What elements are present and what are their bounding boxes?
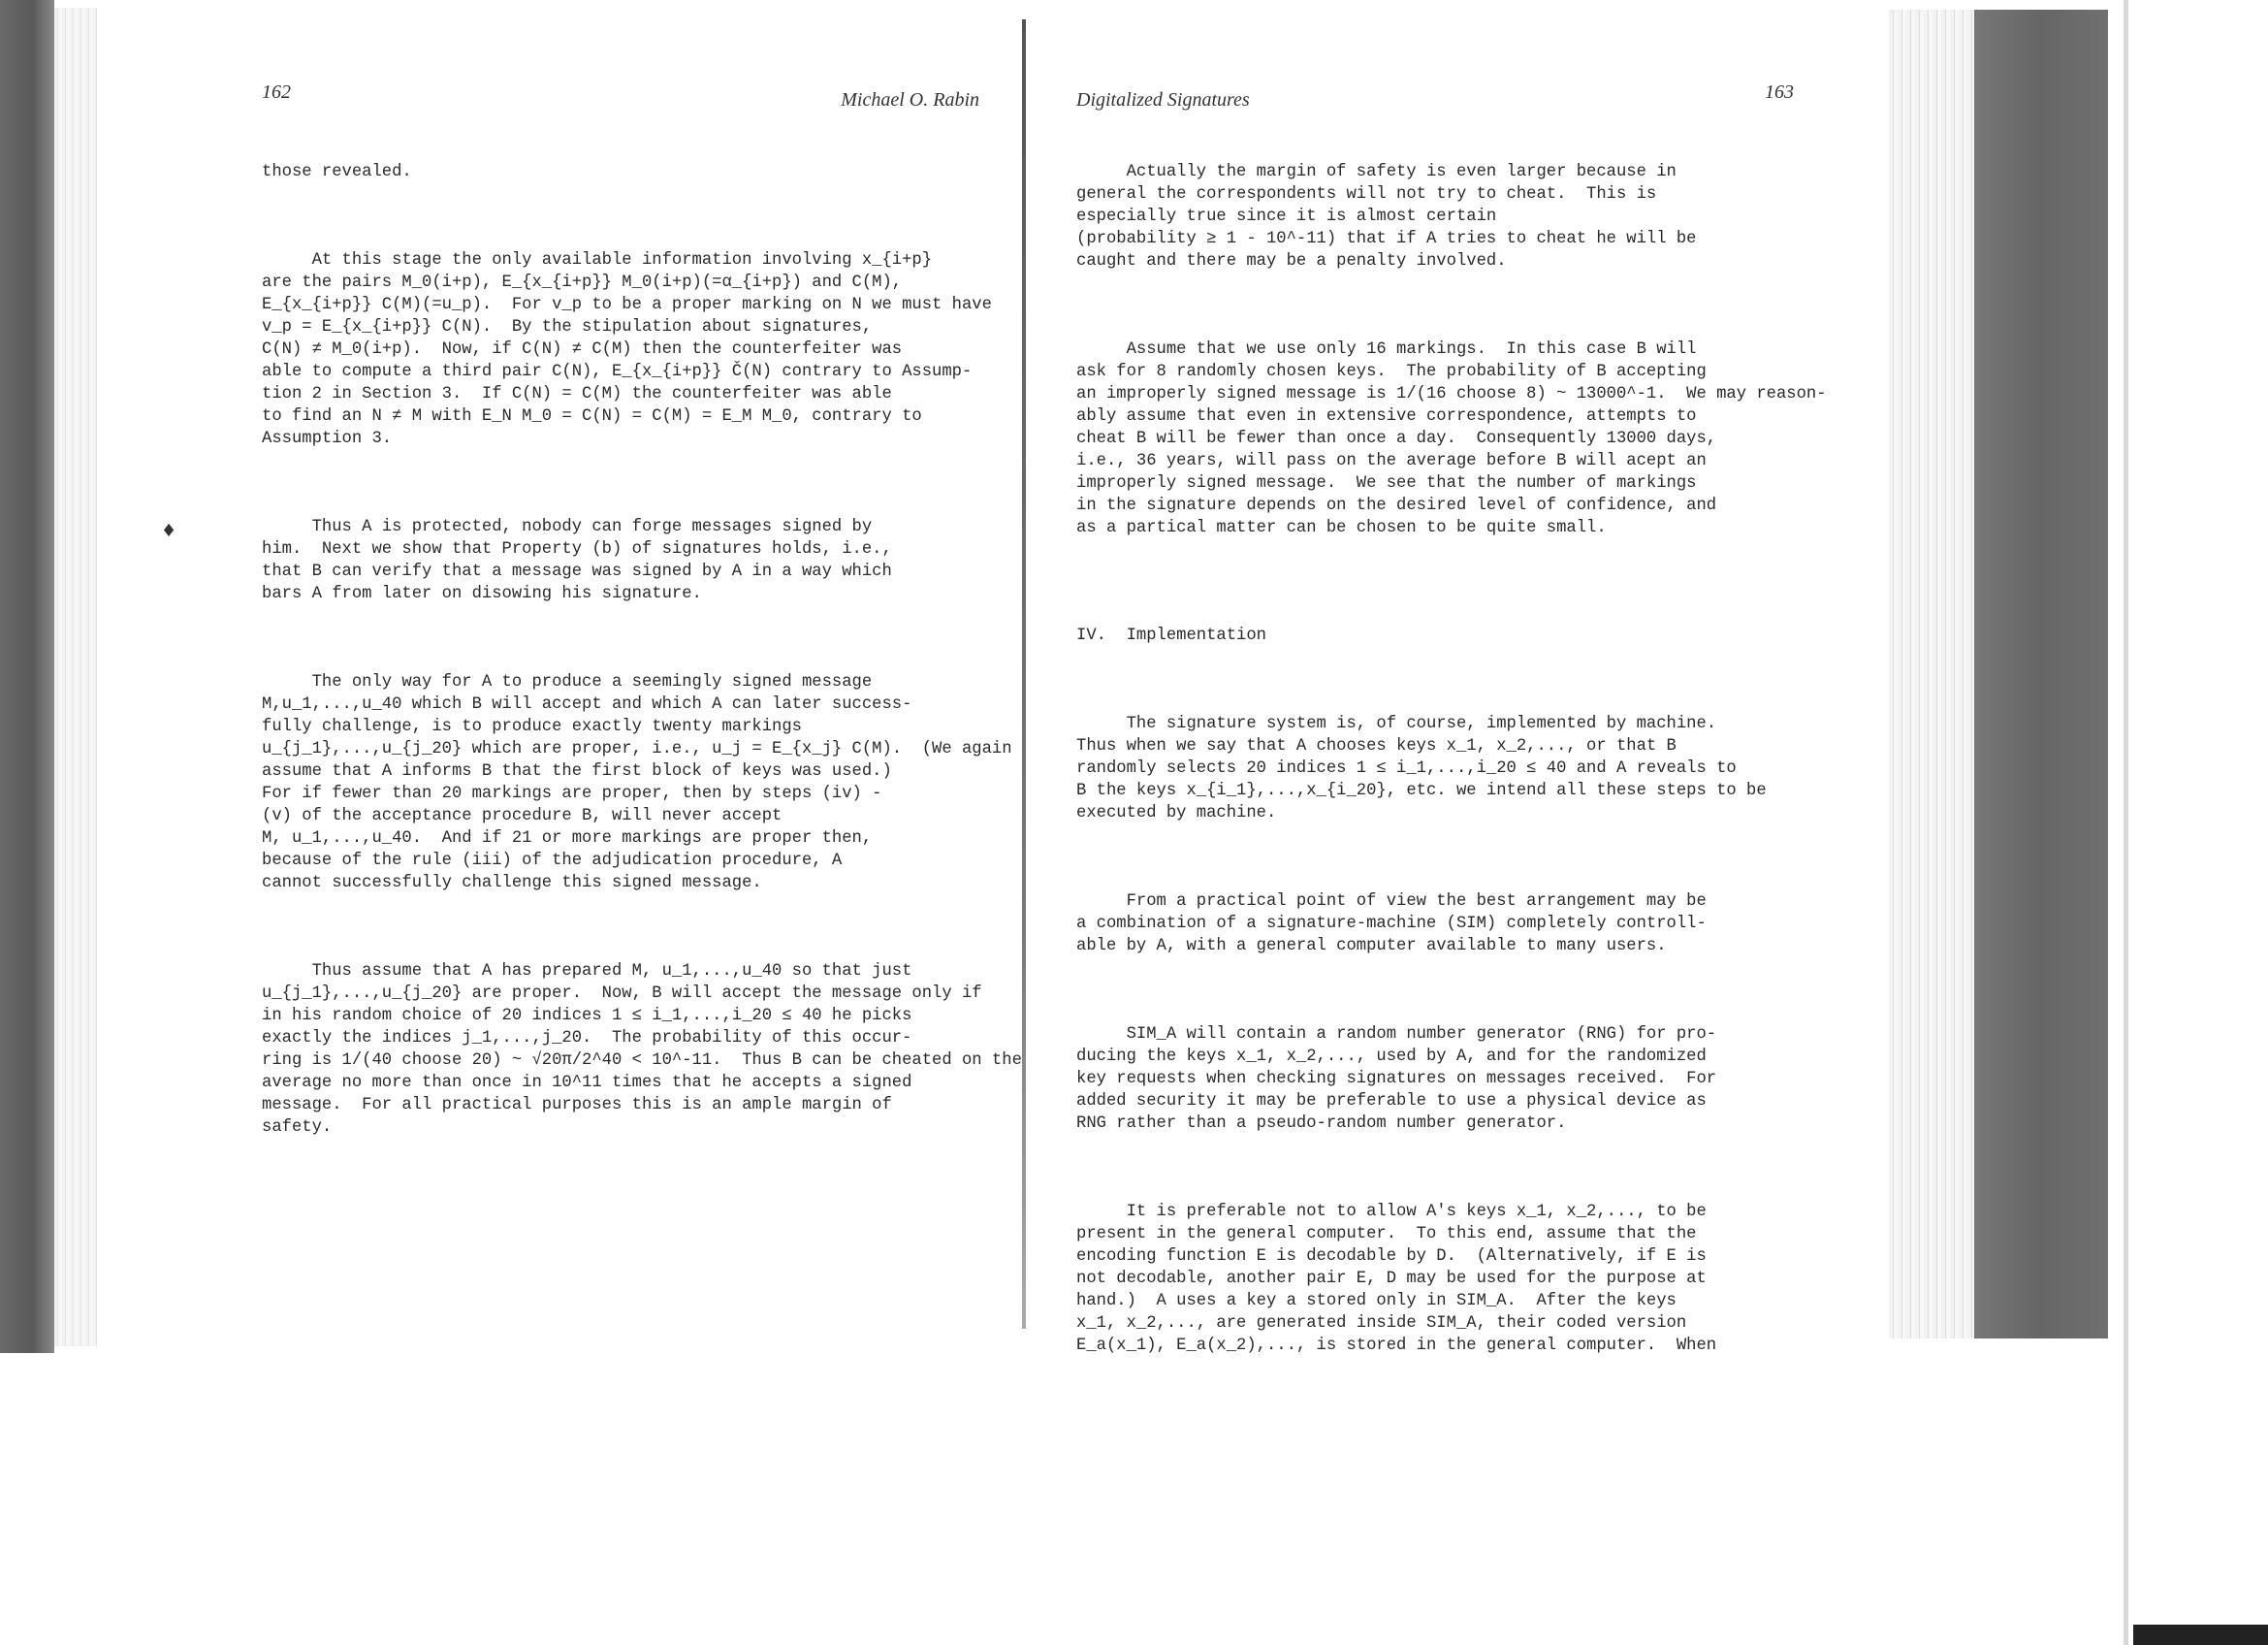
stray-mark-icon: ♦	[161, 521, 177, 541]
right-page-number: 163	[1765, 81, 1794, 103]
scan-corner-shadow	[2133, 1625, 2268, 1645]
paragraph: Thus A is protected, nobody can forge messages signed by him. Next we show that Property (b) of signatures holds, i.e., that B can verify that a message was signed by A in a way which bars A from later on disowing his signature.	[262, 518, 892, 603]
right-running-head	[1076, 78, 1794, 116]
paragraph: Assume that we use only 16 markings. In this case B will ask for 8 randomly chosen keys. The probability of B accepting an improperly signed message is 1/(16 choose 8) ~ 13000^-1. We may reason- ably assume that even in extensive correspondence, attempts to cheat B will be fewer than once a day. Consequently 13000 days, i.e., 36 years, will pass on the average before B will acept an improperly signed message. We see that the number of markings in the signature depends on the desired level of confidence, and as a partical matter can be chosen to be quite small.	[1076, 340, 1827, 537]
paragraph: Thus assume that A has prepared M, u_1,...,u_40 so that just u_{j_1},...,u_{j_20} are proper. Now, B will accept the message only if in his random choice of 20 indices 1 ≤ i_1,...,i_20 ≤ 40 he picks exactly the indices j_1,...,j_20. The probability of this occur- ring is 1/(40 choose 20) ~ √20π/2^40 < 10^-11. Thus B can be cheated on the average no more than once in 10^11 times that he accepts a signed message. For all practical purposes this is an ample margin of safety.	[262, 962, 1022, 1137]
left-running-head	[262, 78, 979, 116]
paragraph: those revealed.	[262, 163, 412, 181]
paragraph: The only way for A to produce a seemingly signed message M,u_1,...,u_40 which B will accept and which A can later success- fully challenge, is to produce exactly twenty markings u_{j_1},...,u_{j_20} which are proper, i.e., u_j = E_{x_j} C(M). (We again assume that A informs B that the first block of keys was used.) For if fewer than 20 markings are proper, then by steps (iv) - (v) of the acceptance procedure B, will never accept M, u_1,...,u_40. And if 21 or more markings are proper then, because of the rule (iii) of the adjudication procedure, A cannot successfully challenge this signed message.	[262, 673, 1012, 892]
book-gutter	[1022, 19, 1026, 1329]
left-page-number: 162	[262, 81, 291, 103]
section-heading: IV. Implementation	[1076, 627, 1266, 645]
right-page	[1076, 78, 1827, 1423]
paragraph: It is preferable not to allow A's keys x_1, x_2,..., to be present in the general computer. To this end, assume that the encoding function E is decodable by D. (Alternatively, if E is not decodable, another pair E, D may be used for the purpose at hand.) A uses a key a stored only in SIM_A. After the keys x_1, x_2,..., are generated inside SIM_A, their coded version E_a(x_1), E_a(x_2),..., is stored in the general computer. When	[1076, 1203, 1717, 1355]
scan-strip-left	[54, 8, 97, 1346]
paragraph: At this stage the only available information involving x_{i+p} are the pairs M_0(i+p), E_{x_{i+p}} M_0(i+p)(=α_{i+p}) and C(M), E_{x_{i+p}} C(M)(=u_p). For v_p to be a proper marking on N we must have v_p = E_{x_{i+p}} C(N). By the stipulation about signatures, C(N) ≠ M_0(i+p). Now, if C(N) ≠ C(M) then the counterfeiter was able to compute a third pair C(N), E_{x_{i+p}} Č(N) contrary to Assump- tion 2 in Section 3. If C(N) = C(M) the counterfeiter was able to find an N ≠ M with E_N M_0 = C(N) = C(M) = E_M M_0, contrary to Assumption 3.	[262, 251, 992, 448]
paragraph: From a practical point of view the best arrangement may be a combination of a signature-machine (SIM) completely controll- able by A, with a general computer available to many users.	[1076, 892, 1707, 955]
left-running-title: Michael O. Rabin	[841, 89, 979, 111]
scan-edge-left	[0, 0, 54, 1353]
scan-strip-right	[1889, 10, 1974, 1339]
paragraph: SIM_A will contain a random number generator (RNG) for pro- ducing the keys x_1, x_2,..., used by A, and for the randomized key requests when checking signatures on messages received. For added security it may be preferable to use a physical device as RNG rather than a pseudo-random number generator.	[1076, 1025, 1717, 1133]
paragraph: The signature system is, of course, implemented by machine. Thus when we say that A chooses keys x_1, x_2,..., or that B randomly selects 20 indices 1 ≤ i_1,...,i_20 ≤ 40 and A reveals to B the keys x_{i_1},...,x_{i_20}, etc. we intend all these steps to be executed by machine.	[1076, 715, 1767, 822]
right-running-title: Digitalized Signatures	[1076, 89, 1250, 111]
page-border-right	[2124, 0, 2128, 1645]
scan-edge-right	[1974, 10, 2108, 1339]
paragraph: Actually the margin of safety is even larger because in general the correspondents will not try to cheat. This is especially true since it is almost certain (probability ≥ 1 - 10^-11) that if A tries to cheat he will be caught and there may be a penalty involved.	[1076, 163, 1697, 271]
left-page	[262, 78, 1022, 1205]
